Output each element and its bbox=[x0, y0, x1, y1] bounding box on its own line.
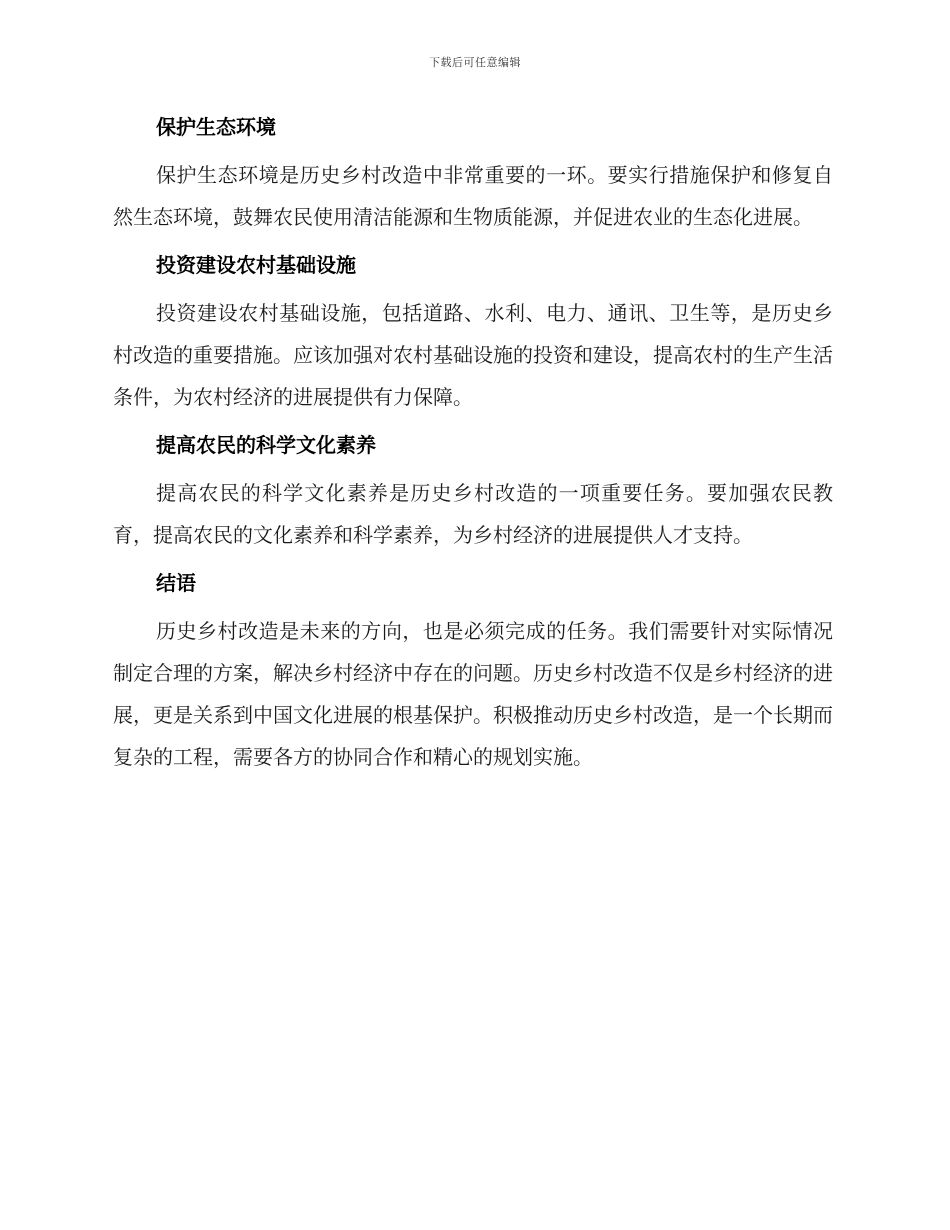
document-content bbox=[113, 112, 833, 790]
section-paragraph: 提高农民的科学文化素养是历史乡村改造的一项重要任务。要加强农民教育，提高农民的文化素养和科学素养，为乡村经济的进展提供人才支持。 bbox=[113, 481, 833, 547]
section-heading: 结语 bbox=[156, 571, 196, 595]
section-heading: 提高农民的科学文化素养 bbox=[156, 433, 376, 457]
section-paragraph: 保护生态环境是历史乡村改造中非常重要的一环。要实行措施保护和修复自然生态环境，鼓舞农民使用清洁能源和生物质能源，并促进农业的生态化进展。 bbox=[113, 163, 833, 229]
section-heading: 投资建设农村基础设施 bbox=[156, 253, 356, 277]
section-infrastructure bbox=[113, 250, 833, 418]
section-education bbox=[113, 430, 833, 556]
section-conclusion bbox=[113, 568, 833, 778]
section-ecology bbox=[113, 112, 833, 238]
page-header: 下载后可任意编辑 bbox=[429, 56, 521, 69]
section-paragraph: 投资建设农村基础设施，包括道路、水利、电力、通讯、卫生等，是历史乡村改造的重要措施。应该加强对农村基础设施的投资和建设，提高农村的生产生活条件，为农村经济的进展提供有力保障。 bbox=[113, 301, 833, 409]
section-paragraph: 历史乡村改造是未来的方向，也是必须完成的任务。我们需要针对实际情况制定合理的方案，解决乡村经济中存在的问题。历史乡村改造不仅是乡村经济的进展，更是关系到中国文化进展的根基保护。积极推动历史乡村改造，是一个长期而复杂的工程，需要各方的协同合作和精心的规划实施。 bbox=[113, 619, 833, 769]
section-heading: 保护生态环境 bbox=[156, 115, 276, 139]
